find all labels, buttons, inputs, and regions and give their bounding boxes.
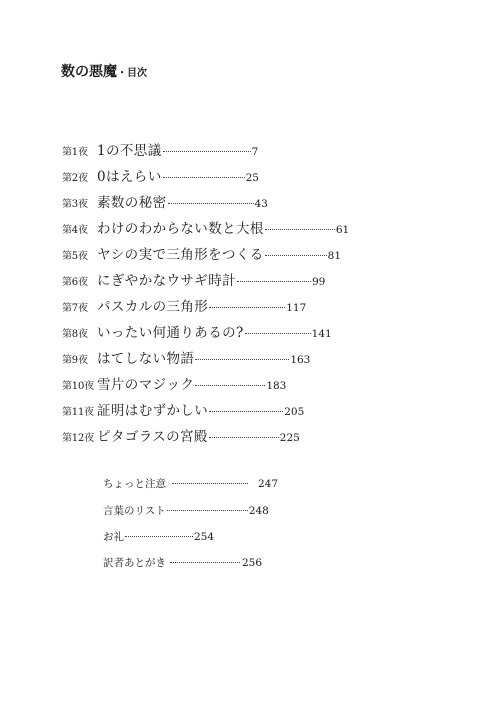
backmatter-entry[interactable]	[103, 503, 269, 517]
dot-leader	[163, 151, 251, 152]
toc-entry[interactable]	[62, 347, 311, 367]
dot-leader	[209, 307, 285, 308]
page-number: 163	[290, 354, 311, 366]
dot-leader	[170, 562, 240, 563]
chapter-title: パスカルの三角形	[97, 299, 209, 315]
chapter-title: いったい何通りあるの?	[97, 325, 244, 341]
chapter-title: わけのわからない数と大根	[97, 221, 264, 237]
chapter-title: ヤシの実で三角形をつくる	[97, 247, 264, 263]
page-number: 25	[245, 172, 259, 184]
toc-entry[interactable]	[62, 217, 350, 237]
page-number: 247	[258, 478, 279, 490]
toc-entry[interactable]	[62, 269, 326, 289]
chapter-number: 第7夜	[62, 303, 88, 314]
backmatter-entry[interactable]	[103, 529, 214, 543]
chapter-number: 第1夜	[62, 147, 88, 158]
dot-leader	[209, 437, 279, 438]
chapter-number: 第4夜	[62, 225, 88, 236]
chapter-title: はてしない物語	[97, 351, 195, 367]
chapter-title: にぎやかなウサギ時計	[97, 273, 236, 289]
chapter-title: 1の不思議	[97, 143, 162, 159]
toc-entry[interactable]	[62, 295, 307, 315]
toc-entry[interactable]	[62, 425, 300, 445]
chapter-number: 第9夜	[62, 355, 88, 366]
page-number: 81	[327, 250, 342, 262]
chapter-title: 素数の秘密	[97, 195, 167, 211]
dot-leader	[163, 177, 245, 178]
toc-label: ・目次	[117, 68, 147, 79]
toc-entry[interactable]	[62, 243, 342, 263]
chapter-number: 第3夜	[62, 199, 88, 210]
dot-leader	[209, 411, 283, 412]
dot-leader	[167, 510, 248, 511]
page-number: 248	[248, 505, 269, 517]
backmatter-title: お礼	[103, 531, 124, 543]
toc-entry[interactable]	[62, 373, 287, 393]
backmatter-entry[interactable]	[103, 555, 262, 569]
backmatter-title: ちょっと注意	[103, 478, 166, 490]
dot-leader	[172, 483, 248, 484]
toc-entry[interactable]	[62, 399, 305, 419]
dot-leader	[195, 359, 289, 360]
book-title: 数の悪魔	[61, 64, 117, 80]
toc-entry[interactable]	[62, 139, 259, 159]
chapter-title: ピタゴラスの宮殿	[97, 429, 208, 445]
chapter-number: 第8夜	[62, 329, 88, 340]
backmatter-title: 言葉のリスト	[103, 505, 166, 517]
chapter-title: 雪片のマジック	[97, 377, 195, 393]
page-number: 254	[194, 531, 215, 543]
page-number: 225	[279, 432, 300, 444]
chapter-number: 第11夜	[62, 407, 94, 418]
chapter-title: 証明はむずかしい	[97, 403, 209, 419]
chapter-number: 第6夜	[62, 277, 88, 288]
page-number: 7	[251, 146, 259, 158]
dot-leader	[237, 281, 311, 282]
page-number: 256	[242, 557, 263, 569]
dot-leader	[245, 333, 311, 334]
page-number: 205	[284, 406, 305, 418]
dot-leader	[265, 255, 327, 256]
dot-leader	[265, 229, 335, 230]
page-title	[61, 61, 147, 81]
page-number: 183	[266, 380, 287, 392]
chapter-number: 第5夜	[62, 251, 88, 262]
page-number: 117	[286, 302, 307, 314]
page-number: 99	[312, 276, 326, 288]
backmatter-entry[interactable]	[103, 476, 278, 490]
dot-leader	[195, 385, 265, 386]
chapter-number: 第12夜	[62, 433, 94, 444]
chapter-number: 第10夜	[62, 381, 94, 392]
backmatter-title: 訳者あとがき	[103, 557, 166, 569]
chapter-number: 第2夜	[62, 173, 88, 184]
chapter-title: 0はえらい	[97, 169, 162, 185]
dot-leader	[168, 203, 254, 204]
toc-entry[interactable]	[62, 191, 268, 211]
page-number: 141	[311, 328, 332, 340]
page-number: 43	[254, 198, 268, 210]
toc-entry[interactable]	[62, 165, 259, 185]
toc-entry[interactable]	[62, 321, 332, 341]
page-number: 61	[335, 224, 350, 236]
dot-leader	[125, 536, 193, 537]
